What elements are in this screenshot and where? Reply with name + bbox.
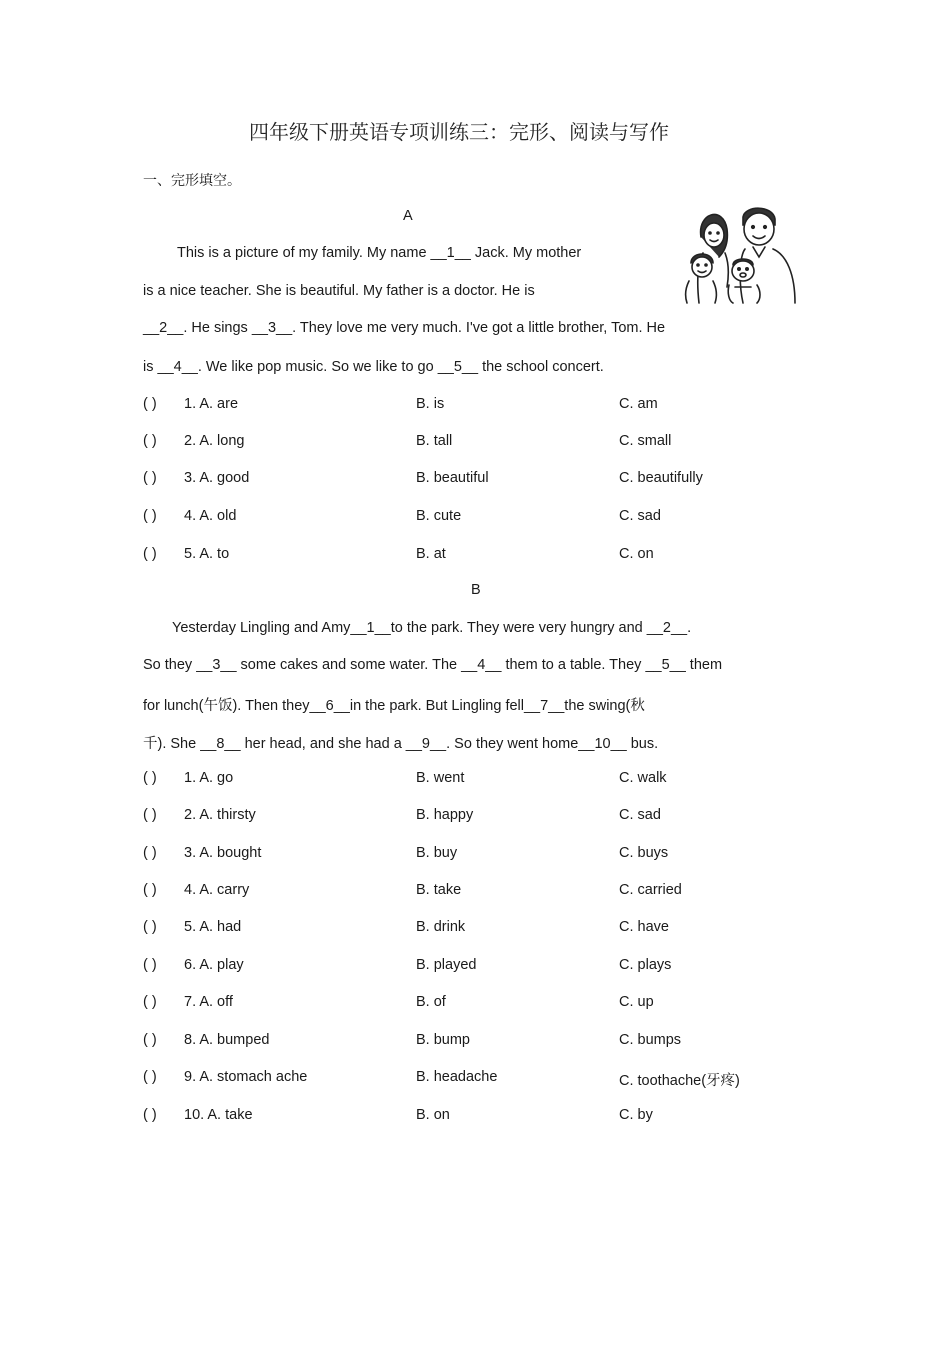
option-c: C. toothache(牙疼)	[619, 1073, 740, 1089]
option-a: 4. A. old	[184, 508, 237, 524]
passage-b-line-2: So they __3__ some cakes and some water. The __4__ them to a table. They __5__ them	[143, 657, 723, 673]
page-title: 四年级下册英语专项训练三：完形、阅读与写作	[249, 120, 669, 144]
option-b: B. on	[416, 1107, 450, 1123]
option-c: C. on	[619, 546, 654, 562]
question-a-1: ( ) 1. A. are B. is C. am	[143, 396, 658, 412]
option-a: 1. A. go	[184, 770, 234, 786]
option-b: B. is	[416, 396, 445, 412]
option-b: B. tall	[416, 433, 453, 449]
option-b: B. played	[416, 957, 477, 973]
option-a: 5. A. to	[184, 546, 230, 562]
option-c: C. up	[619, 994, 654, 1010]
passage-a-line-4: is __4__. We like pop music. So we like to go __5__ the school concert.	[143, 359, 604, 375]
option-b: B. take	[416, 882, 462, 898]
option-b: B. headache	[416, 1069, 498, 1085]
option-c: C. by	[619, 1107, 653, 1123]
option-a: 4. A. carry	[184, 882, 250, 898]
option-c: C. have	[619, 919, 669, 935]
question-b-2: ( ) 2. A. thirsty B. happy C. sad	[143, 807, 661, 823]
option-a: 2. A. long	[184, 433, 245, 449]
question-b-5: ( ) 5. A. had B. drink C. have	[143, 919, 669, 935]
question-a-2: ( ) 2. A. long B. tall C. small	[143, 433, 672, 449]
passage-a-label: A	[403, 208, 413, 224]
question-b-4: ( ) 4. A. carry B. take C. carried	[143, 882, 682, 898]
question-b-6: ( ) 6. A. play B. played C. plays	[143, 957, 672, 973]
question-a-5: ( ) 5. A. to B. at C. on	[143, 546, 654, 562]
option-c: C. carried	[619, 882, 682, 898]
option-a: 6. A. play	[184, 957, 244, 973]
option-c: C. sad	[619, 508, 661, 524]
option-c: C. sad	[619, 807, 661, 823]
option-b: B. bump	[416, 1032, 470, 1048]
question-b-3: ( ) 3. A. bought B. buy C. buys	[143, 845, 669, 861]
option-b: B. went	[416, 770, 465, 786]
option-b: B. buy	[416, 845, 458, 861]
passage-a-line-3: __2__. He sings __3__. They love me very much. I've got a little brother, Tom. He	[143, 320, 666, 336]
option-b: B. cute	[416, 508, 462, 524]
option-a: 1. A. are	[184, 396, 239, 412]
option-a: 5. A. had	[184, 919, 242, 935]
question-a-3: ( ) 3. A. good B. beautiful C. beautifully	[143, 470, 703, 486]
passage-b-label: B	[471, 582, 481, 598]
option-a: 2. A. thirsty	[184, 807, 256, 823]
option-c: C. bumps	[619, 1032, 682, 1048]
option-a: 9. A. stomach ache	[184, 1069, 308, 1085]
option-b: B. drink	[416, 919, 466, 935]
option-b: B. of	[416, 994, 446, 1010]
option-a: 3. A. good	[184, 470, 250, 486]
passage-a-line-1: This is a picture of my family. My name __1__ Jack. My mother	[177, 245, 582, 261]
option-b: B. at	[416, 546, 446, 562]
question-b-9: ( ) 9. A. stomach ache B. headache C. toothache(牙疼)	[143, 1069, 740, 1089]
question-b-8: ( ) 8. A. bumped B. bump C. bumps	[143, 1032, 682, 1048]
passage-b-line-1: Yesterday Lingling and Amy__1__to the park. They were very hungry and __2__.	[172, 620, 692, 636]
option-b: B. beautiful	[416, 470, 489, 486]
option-a: 7. A. off	[184, 994, 233, 1010]
option-c: C. plays	[619, 957, 672, 973]
passage-b-line-3: for lunch(午饭). Then they__6__in the park. But Lingling fell__7__the swing(秋	[143, 698, 645, 714]
question-b-10: ( ) 10. A. take B. on C. by	[143, 1107, 653, 1123]
question-b-1: ( ) 1. A. go B. went C. walk	[143, 770, 667, 786]
section-heading: 一、完形填空。	[143, 173, 241, 189]
option-a: 3. A. bought	[184, 845, 262, 861]
option-c: C. walk	[619, 770, 667, 786]
option-c: C. buys	[619, 845, 669, 861]
passage-a-line-2: is a nice teacher. She is beautiful. My father is a doctor. He is	[143, 283, 535, 299]
option-c: C. small	[619, 433, 672, 449]
option-c: C. beautifully	[619, 470, 703, 486]
passage-b-line-4: 千). She __8__ her head, and she had a __9__. So they went home__10__ bus.	[143, 736, 659, 752]
option-c: C. am	[619, 396, 658, 412]
option-b: B. happy	[416, 807, 474, 823]
option-a: 10. A. take	[184, 1107, 253, 1123]
option-a: 8. A. bumped	[184, 1032, 270, 1048]
question-b-7: ( ) 7. A. off B. of C. up	[143, 994, 654, 1010]
question-a-4: ( ) 4. A. old B. cute C. sad	[143, 508, 661, 524]
